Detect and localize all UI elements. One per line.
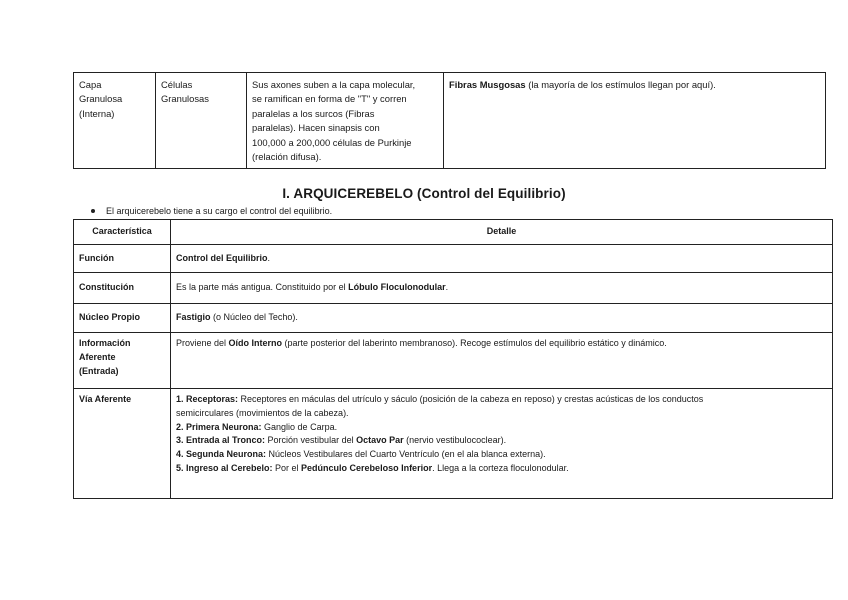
step-text: (nervio vestibulococlear). bbox=[403, 435, 507, 446]
archicerebellum-table bbox=[73, 219, 833, 499]
cell-text: Sus axones suben a la capa molecular, bbox=[252, 79, 416, 90]
row-detail bbox=[171, 245, 833, 273]
row-key-line: (Entrada) bbox=[79, 365, 119, 376]
layer-name-cell bbox=[74, 73, 156, 169]
pathway-step-1 bbox=[176, 393, 827, 407]
step-label: 1. Receptoras: bbox=[176, 394, 239, 404]
cell-text: (Interna) bbox=[79, 107, 115, 119]
detail-text: (parte posterior del laberinto membranoso). Recoge estímulos del equilibrio estático y dinámico. bbox=[282, 338, 667, 348]
detail-text: (o Núcleo del Techo). bbox=[210, 312, 298, 323]
row-key: Núcleo Propio bbox=[74, 304, 171, 333]
detail-bold: Lóbulo Floculonodular bbox=[348, 282, 446, 293]
table-header-row bbox=[74, 220, 833, 245]
step-text: Por el bbox=[272, 462, 302, 473]
cell-text: se ramifican en forma de "T" y corren bbox=[252, 93, 407, 105]
fibers-cell bbox=[444, 73, 826, 169]
step-text: Ganglio de Carpa. bbox=[261, 421, 338, 432]
cell-text: 100,000 a 200,000 células de Purkinje bbox=[252, 136, 412, 148]
step-text: Núcleos Vestibulares del Cuarto Ventrículo (en el ala blanca externa). bbox=[266, 449, 546, 460]
fibers-label: Fibras Musgosas bbox=[449, 79, 526, 90]
table-row bbox=[74, 333, 833, 389]
cell-text: paralelas a los surcos (Fibras bbox=[252, 107, 375, 119]
cell-text: Granulosa bbox=[79, 93, 123, 105]
row-key-line: Aferente bbox=[79, 351, 116, 362]
detail-text: Es la parte más antigua. Constituido por el bbox=[176, 282, 349, 293]
cell-layers-table bbox=[73, 72, 826, 169]
step-label: 3. Entrada al Tronco: bbox=[176, 435, 266, 446]
step-text: semicirculares (movimientos de la cabeza). bbox=[176, 407, 349, 418]
detail-text: . bbox=[267, 252, 271, 263]
detail-bold: Control del Equilibrio bbox=[176, 252, 268, 263]
pathway-step-2 bbox=[176, 421, 827, 435]
detail-text: . bbox=[445, 282, 449, 293]
pathway-step-3 bbox=[176, 434, 827, 448]
section-title: I. ARQUICEREBELO (Control del Equilibrio) bbox=[282, 186, 566, 201]
row-detail bbox=[171, 304, 833, 333]
step-label: 2. Primera Neurona: bbox=[176, 421, 262, 432]
cell-text: (la mayoría de los estímulos llegan por aquí). bbox=[525, 79, 716, 90]
step-bold: Octavo Par bbox=[356, 435, 404, 446]
step-text: . Llega a la corteza floculonodular. bbox=[432, 462, 569, 473]
table-row bbox=[74, 389, 833, 499]
bullet-item bbox=[91, 206, 332, 216]
table-row bbox=[74, 73, 826, 169]
bullet-dot-icon bbox=[91, 209, 95, 213]
table-row bbox=[74, 245, 833, 273]
detail-bold: Oído Interno bbox=[228, 338, 283, 348]
cell-text: (relación difusa). bbox=[252, 151, 322, 163]
bullet-text: El arquicerebelo tiene a su cargo el control del equilibrio. bbox=[106, 206, 333, 216]
row-detail bbox=[171, 333, 833, 389]
row-detail bbox=[171, 273, 833, 304]
step-label: 5. Ingreso al Cerebelo: bbox=[176, 462, 273, 473]
pathway-step-4 bbox=[176, 448, 827, 462]
table-row bbox=[74, 273, 833, 304]
row-key-line: Información bbox=[79, 338, 131, 348]
cell-text: Granulosas bbox=[161, 93, 209, 105]
column-header-detail: Detalle bbox=[171, 220, 833, 245]
description-cell bbox=[247, 73, 444, 169]
detail-text: Proviene del bbox=[176, 338, 229, 348]
row-key: Función bbox=[74, 245, 171, 273]
column-header-characteristic: Característica bbox=[74, 220, 171, 245]
row-key: Vía Aferente bbox=[74, 389, 171, 499]
cell-text: paralelas). Hacen sinapsis con bbox=[252, 122, 380, 134]
row-detail bbox=[171, 389, 833, 499]
table-row bbox=[74, 304, 833, 333]
row-key bbox=[74, 333, 171, 389]
pathway-step-5 bbox=[176, 462, 827, 476]
step-text: Receptores en máculas del utrículo y sáculo (posición de la cabeza en reposo) y crestas acústicas de los conductos bbox=[238, 394, 704, 404]
step-bold: Pedúnculo Cerebeloso Inferior bbox=[301, 462, 433, 473]
cell-text: Células bbox=[161, 79, 193, 90]
step-label: 4. Segunda Neurona: bbox=[176, 449, 267, 460]
cell-text: Capa bbox=[79, 79, 102, 90]
step-text: Porción vestibular del bbox=[265, 435, 357, 446]
detail-bold: Fastigio bbox=[176, 312, 211, 323]
row-key: Constitución bbox=[74, 273, 171, 304]
cell-type-cell bbox=[156, 73, 247, 169]
